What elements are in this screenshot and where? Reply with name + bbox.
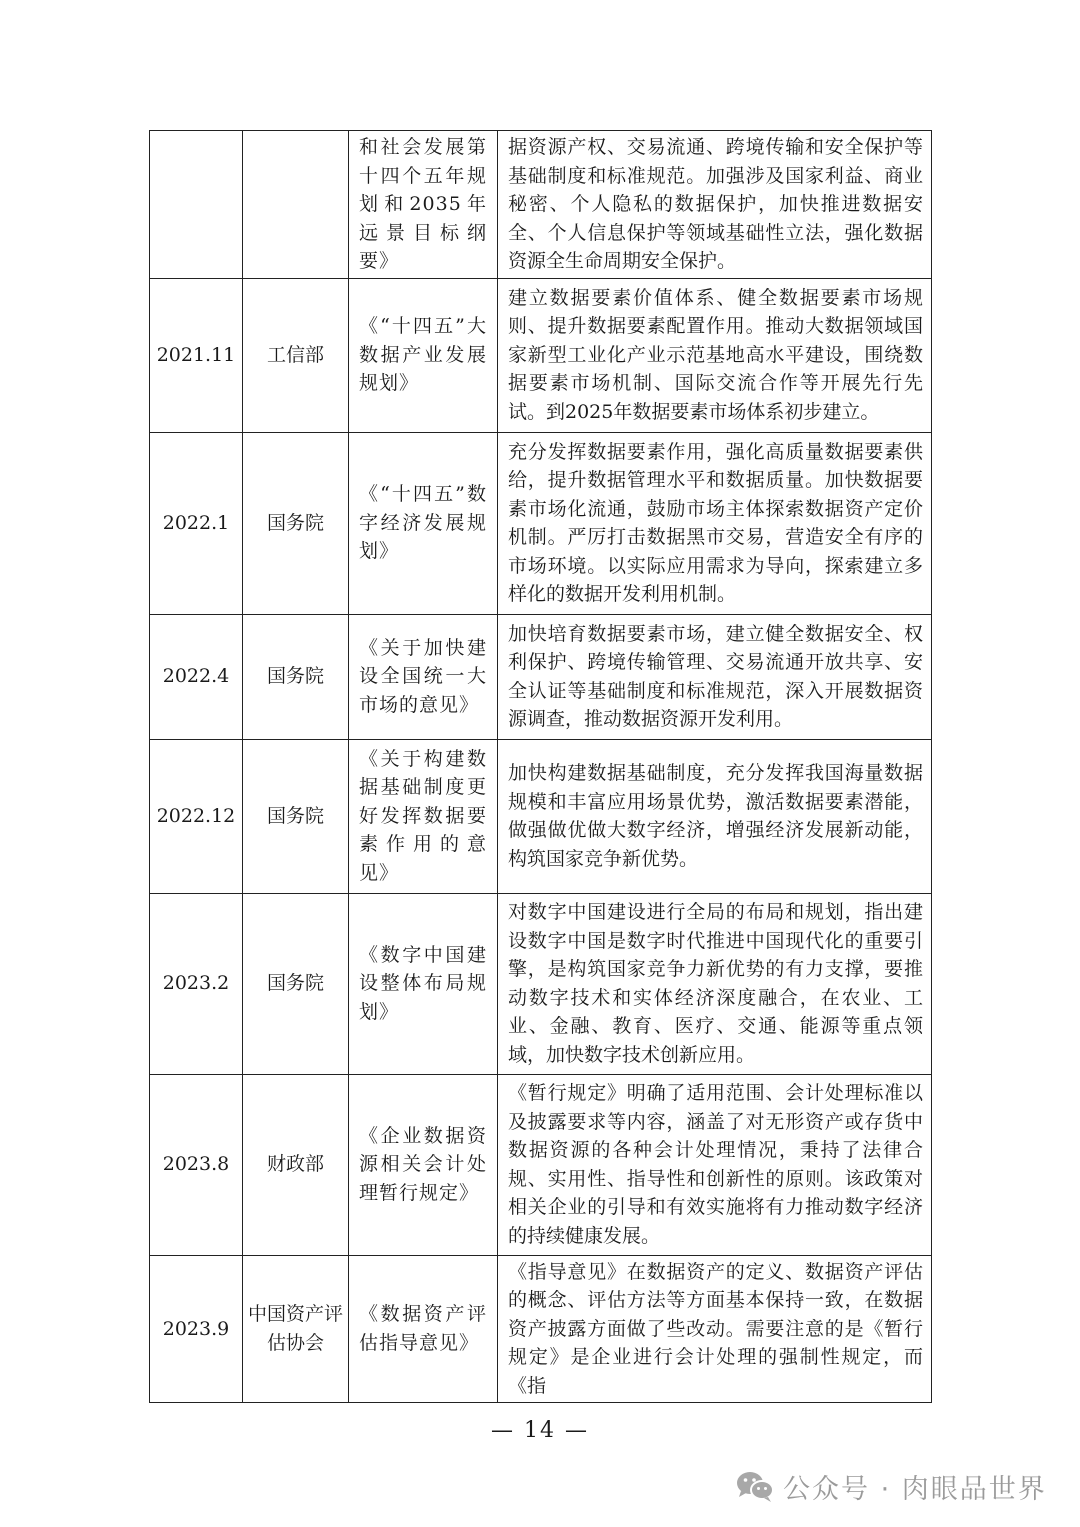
table-row xyxy=(150,131,932,279)
document-title-cell: 和社会发展第十四个五年规划和2035年远景目标纲要》 xyxy=(349,131,498,279)
document-title-cell: 《数字中国建设整体布局规划》 xyxy=(349,893,498,1074)
document-title-cell: 《“十四五”数字经济发展规划》 xyxy=(349,432,498,614)
table-row xyxy=(150,432,932,614)
date-cell xyxy=(150,131,243,279)
watermark-text: 公众号 · 肉眼品世界 xyxy=(783,1473,1047,1505)
summary-cell: 《暂行规定》明确了适用范围、会计处理标准以及披露要求等内容，涵盖了对无形资产或存货中数据资源的各种会计处理情况，秉持了法律合规、实用性、指导性和创新性的原则。该政策对相关企业的引导和有效实施将有力推动数字经济的持续健康发展。 xyxy=(498,1074,932,1255)
department-cell: 国务院 xyxy=(243,432,349,614)
watermark xyxy=(735,1468,1047,1504)
document-title-cell: 《关于加快建设全国统一大市场的意见》 xyxy=(349,614,498,739)
policy-table xyxy=(149,130,932,1403)
wechat-icon xyxy=(735,1469,775,1503)
date-cell: 2022.12 xyxy=(150,739,243,893)
date-cell: 2022.4 xyxy=(150,614,243,739)
table-row xyxy=(150,1074,932,1255)
document-title-cell: 《关于构建数据基础制度更好发挥数据要素作用的意见》 xyxy=(349,739,498,893)
date-cell: 2023.2 xyxy=(150,893,243,1074)
summary-cell: 加快构建数据基础制度，充分发挥我国海量数据规模和丰富应用场景优势，激活数据要素潜能，做强做优做大数字经济，增强经济发展新动能，构筑国家竞争新优势。 xyxy=(498,739,932,893)
document-title-cell: 《“十四五”大数据产业发展规划》 xyxy=(349,278,498,432)
table-row xyxy=(150,1255,932,1403)
department-cell: 国务院 xyxy=(243,739,349,893)
date-cell: 2023.8 xyxy=(150,1074,243,1255)
summary-cell: 对数字中国建设进行全局的布局和规划，指出建设数字中国是数字时代推进中国现代化的重要引擎，是构筑国家竞争力新优势的有力支撑，要推动数字技术和实体经济深度融合，在农业、工业、金融、教育、医疗、交通、能源等重点领域，加快数字技术创新应用。 xyxy=(498,893,932,1074)
department-cell: 国务院 xyxy=(243,893,349,1074)
date-cell: 2022.1 xyxy=(150,432,243,614)
summary-cell: 充分发挥数据要素作用，强化高质量数据要素供给，提升数据管理水平和数据质量。加快数据要素市场化流通，鼓励市场主体探索数据资产定价机制。严厉打击数据黑市交易，营造安全有序的市场环境。以实际应用需求为导向，探索建立多样化的数据开发利用机制。 xyxy=(498,432,932,614)
department-cell: 财政部 xyxy=(243,1074,349,1255)
department-cell: 工信部 xyxy=(243,278,349,432)
department-cell xyxy=(243,131,349,279)
table-row xyxy=(150,614,932,739)
document-title-cell: 《企业数据资源相关会计处理暂行规定》 xyxy=(349,1074,498,1255)
date-cell: 2021.11 xyxy=(150,278,243,432)
table-row xyxy=(150,893,932,1074)
date-cell: 2023.9 xyxy=(150,1255,243,1403)
department-cell: 国务院 xyxy=(243,614,349,739)
summary-cell: 建立数据要素价值体系、健全数据要素市场规则、提升数据要素配置作用。推动大数据领域国家新型工业化产业示范基地高水平建设，围绕数据要素市场机制、国际交流合作等开展先行先试。到2025年数据要素市场体系初步建立。 xyxy=(498,278,932,432)
table-row xyxy=(150,739,932,893)
document-title-cell: 《数据资产评估指导意见》 xyxy=(349,1255,498,1403)
summary-cell: 《指导意见》在数据资产的定义、数据资产评估的概念、评估方法等方面基本保持一致，在数据资产披露方面做了些改动。需要注意的是《暂行规定》是企业进行会计处理的强制性规定，而《指 xyxy=(498,1255,932,1403)
summary-cell: 据资源产权、交易流通、跨境传输和安全保护等基础制度和标准规范。加强涉及国家利益、商业秘密、个人隐私的数据保护，加快推进数据安全、个人信息保护等领域基础性立法，强化数据资源全生命周期安全保护。 xyxy=(498,131,932,279)
page-number: — 14 — xyxy=(491,1418,589,1443)
table-row xyxy=(150,278,932,432)
department-cell: 中国资产评估协会 xyxy=(243,1255,349,1403)
summary-cell: 加快培育数据要素市场，建立健全数据安全、权利保护、跨境传输管理、交易流通开放共享、安全认证等基础制度和标准规范，深入开展数据资源调查，推动数据资源开发利用。 xyxy=(498,614,932,739)
